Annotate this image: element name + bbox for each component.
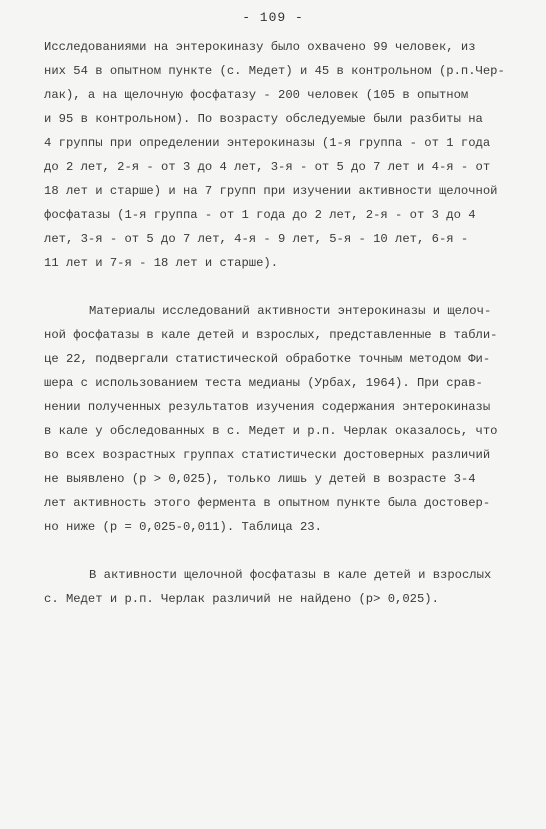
paragraph-2 (44, 299, 504, 539)
text-line: 11 лет и 7-я - 18 лет и старше). (44, 256, 279, 270)
text-line: В активности щелочной фосфатазы в кале детей и взрослых (89, 568, 492, 582)
text-line: но ниже (p = 0,025-0,011). Таблица 23. (44, 520, 322, 534)
body-text (44, 35, 504, 611)
paragraph-gap (44, 275, 504, 299)
text-line: с. Медет и р.п. Черлак различий не найдено (p> 0,025). (44, 592, 439, 606)
text-line: 18 лет и старше) и на 7 групп при изучении активности щелочной (44, 184, 498, 198)
text-line: нении полученных результатов изучения содержания энтерокиназы (44, 400, 491, 414)
text-line: в кале у обследованных в с. Медет и р.п. Черлак оказалось, что (44, 424, 498, 438)
text-line: до 2 лет, 2-я - от 3 до 4 лет, 3-я - от 5 до 7 лет и 4-я - от (44, 160, 491, 174)
paragraph-3 (44, 563, 504, 611)
paragraph-1 (44, 35, 504, 275)
text-line: Материалы исследований активности энтерокиназы и щелоч- (89, 304, 492, 318)
text-line: це 22, подвергали статистической обработке точным методом Фи- (44, 352, 491, 366)
text-line: них 54 в опытном пункте (с. Медет) и 45 в контрольном (р.п.Чер- (44, 64, 505, 78)
text-line: лет, 3-я - от 5 до 7 лет, 4-я - 9 лет, 5-я - 10 лет, 6-я - (44, 232, 469, 246)
text-line: не выявлено (p > 0,025), только лишь у детей в возрасте 3-4 (44, 472, 476, 486)
paragraph-gap (44, 539, 504, 563)
text-line: лет активность этого фермента в опытном пункте была достовер- (44, 496, 491, 510)
text-line: во всех возрастных группах статистически достоверных различий (44, 448, 491, 462)
text-line: ной фосфатазы в кале детей и взрослых, представленные в табли- (44, 328, 498, 342)
text-line: фосфатазы (1-я группа - от 1 года до 2 лет, 2-я - от 3 до 4 (44, 208, 476, 222)
text-line: Исследованиями на энтерокиназу было охвачено 99 человек, из (44, 40, 476, 54)
text-line: лак), а на щелочную фосфатазу - 200 человек (105 в опытном (44, 88, 469, 102)
page-number: - 109 - (242, 10, 304, 25)
text-line: и 95 в контрольном). По возрасту обследуемые были разбиты на (44, 112, 483, 126)
text-line: шера с использованием теста медианы (Урбах, 1964). При срав- (44, 376, 483, 390)
text-line: 4 группы при определении энтерокиназы (1-я группа - от 1 года (44, 136, 491, 150)
